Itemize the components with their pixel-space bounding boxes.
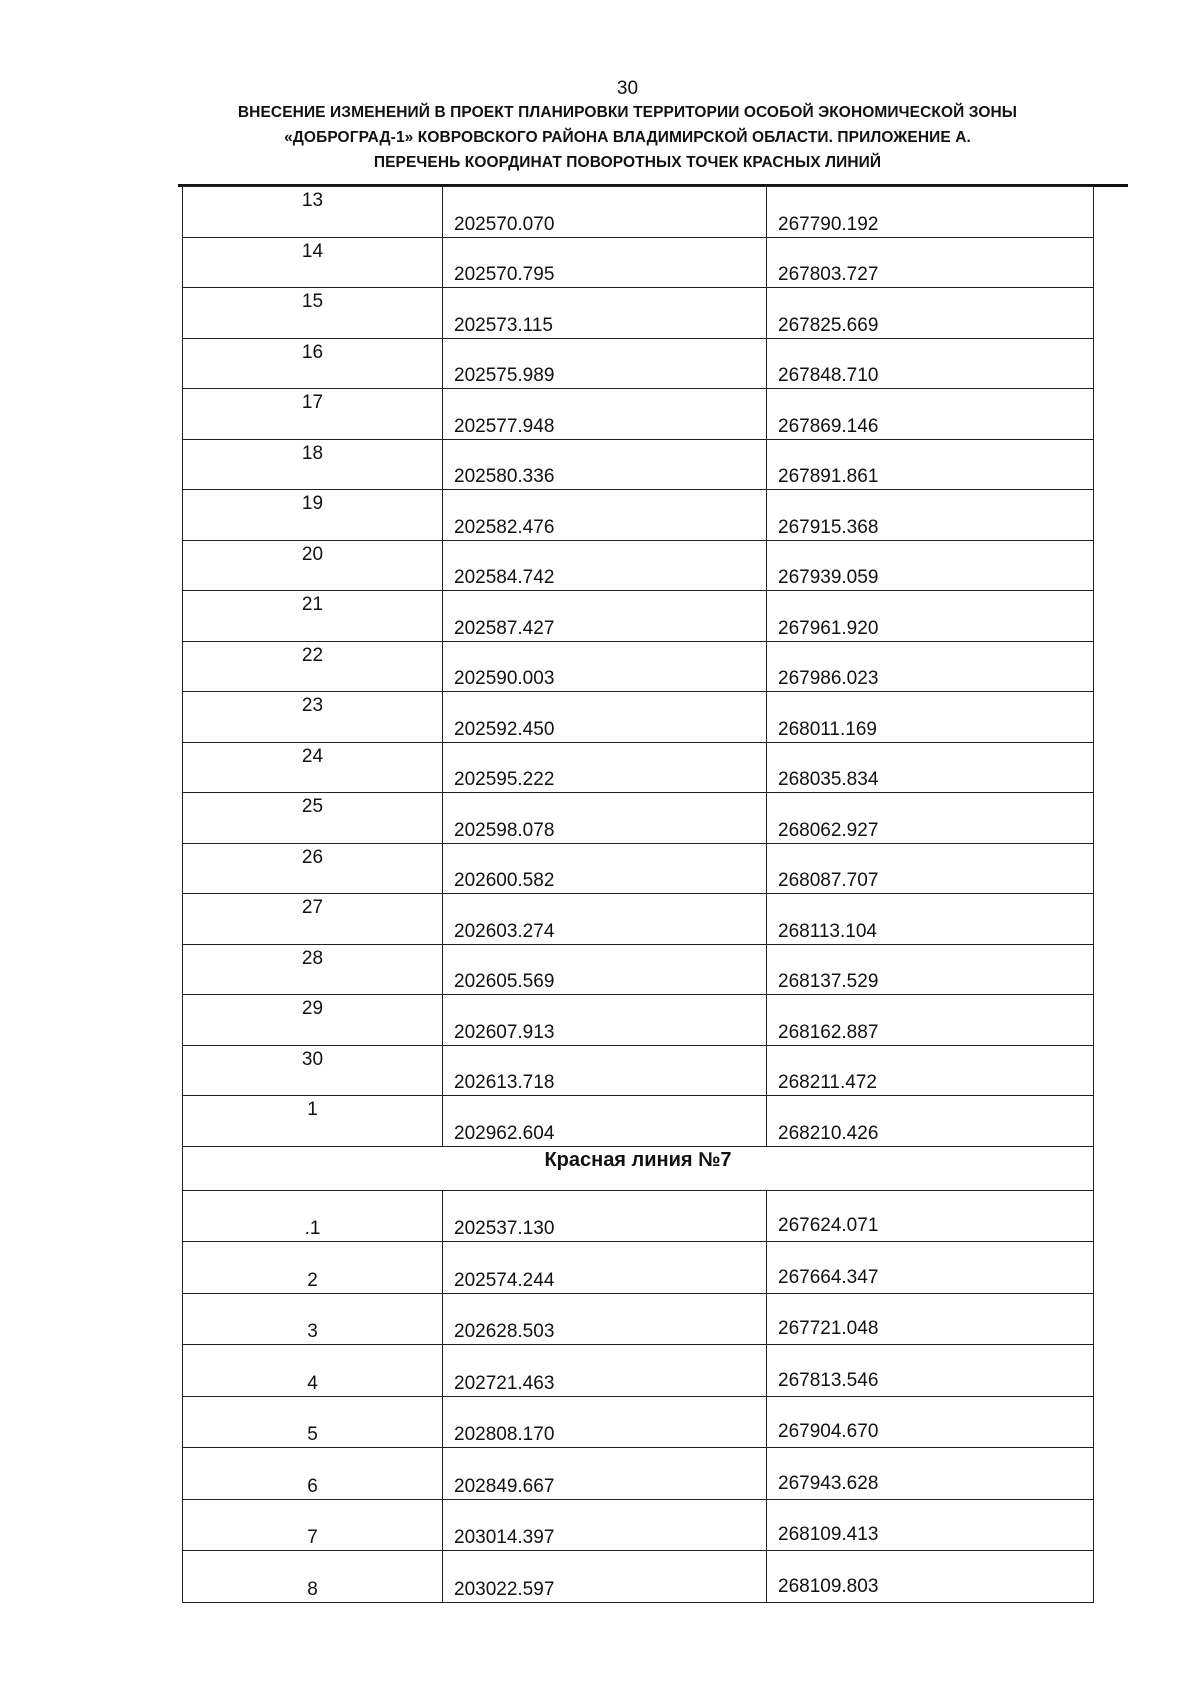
point-number-cell: 28 — [183, 944, 443, 995]
table-row — [183, 187, 1094, 238]
x-coordinate-cell: 202598.078 — [443, 793, 767, 844]
point-number-cell: 3 — [183, 1293, 443, 1345]
y-coordinate-cell: 268137.529 — [767, 944, 1094, 995]
y-coordinate-cell: 267803.727 — [767, 237, 1094, 288]
red-line-7-rows — [183, 1190, 1094, 1602]
y-coordinate-cell: 267961.920 — [767, 591, 1094, 642]
x-coordinate-cell: 202613.718 — [443, 1045, 767, 1096]
x-coordinate-cell: 202582.476 — [443, 490, 767, 541]
y-coordinate-cell: 268113.104 — [767, 894, 1094, 945]
table-row — [183, 591, 1094, 642]
table-row — [183, 540, 1094, 591]
point-number-cell: 23 — [183, 692, 443, 743]
y-coordinate-cell: 267664.347 — [767, 1242, 1094, 1294]
table-row — [183, 1096, 1094, 1147]
x-coordinate-cell: 202592.450 — [443, 692, 767, 743]
x-coordinate-cell: 202570.795 — [443, 237, 767, 288]
point-number-cell: 22 — [183, 641, 443, 692]
table-row — [183, 1396, 1094, 1448]
table-row — [183, 338, 1094, 389]
point-number-cell: 18 — [183, 439, 443, 490]
table-row — [183, 1242, 1094, 1294]
point-number-cell: 4 — [183, 1345, 443, 1397]
x-coordinate-cell: 202580.336 — [443, 439, 767, 490]
table-row — [183, 1190, 1094, 1242]
x-coordinate-cell: 202573.115 — [443, 288, 767, 339]
y-coordinate-cell: 268062.927 — [767, 793, 1094, 844]
section-row — [183, 1146, 1094, 1190]
y-coordinate-cell: 267721.048 — [767, 1293, 1094, 1345]
point-number-cell: 2 — [183, 1242, 443, 1294]
red-line-6-rows — [183, 187, 1094, 1147]
x-coordinate-cell: 202575.989 — [443, 338, 767, 389]
point-number-cell: 16 — [183, 338, 443, 389]
point-number-cell: 7 — [183, 1499, 443, 1551]
x-coordinate-cell: 202721.463 — [443, 1345, 767, 1397]
table-row — [183, 1499, 1094, 1551]
coordinates-table — [182, 186, 1094, 1603]
table-row — [183, 641, 1094, 692]
page-header — [0, 78, 1200, 175]
x-coordinate-cell: 202574.244 — [443, 1242, 767, 1294]
y-coordinate-cell: 268109.803 — [767, 1551, 1094, 1603]
y-coordinate-cell: 268035.834 — [767, 742, 1094, 793]
y-coordinate-cell: 267915.368 — [767, 490, 1094, 541]
y-coordinate-cell: 267869.146 — [767, 389, 1094, 440]
x-coordinate-cell: 203022.597 — [443, 1551, 767, 1603]
point-number-cell: 21 — [183, 591, 443, 642]
y-coordinate-cell: 267825.669 — [767, 288, 1094, 339]
table-row — [183, 439, 1094, 490]
table-row — [183, 490, 1094, 541]
x-coordinate-cell: 202605.569 — [443, 944, 767, 995]
table-row — [183, 843, 1094, 894]
y-coordinate-cell: 268011.169 — [767, 692, 1094, 743]
y-coordinate-cell: 267813.546 — [767, 1345, 1094, 1397]
point-number-cell: 13 — [183, 187, 443, 238]
table-row — [183, 742, 1094, 793]
y-coordinate-cell: 268211.472 — [767, 1045, 1094, 1096]
point-number-cell: 17 — [183, 389, 443, 440]
x-coordinate-cell: 202587.427 — [443, 591, 767, 642]
point-number-cell: 15 — [183, 288, 443, 339]
y-coordinate-cell: 267848.710 — [767, 338, 1094, 389]
point-number-cell: 14 — [183, 237, 443, 288]
table-row — [183, 1345, 1094, 1397]
table-row — [183, 944, 1094, 995]
page-number: 30 — [616, 78, 639, 99]
table-row — [183, 995, 1094, 1046]
table-row — [183, 793, 1094, 844]
section-header — [183, 1146, 1094, 1190]
point-number-cell: 5 — [183, 1396, 443, 1448]
y-coordinate-cell: 268109.413 — [767, 1499, 1094, 1551]
table-row — [183, 894, 1094, 945]
table-row — [183, 237, 1094, 288]
y-coordinate-cell: 267939.059 — [767, 540, 1094, 591]
point-number-cell: 8 — [183, 1551, 443, 1603]
x-coordinate-cell: 202577.948 — [443, 389, 767, 440]
table-row — [183, 1448, 1094, 1500]
document-title-line-3: ПЕРЕЧЕНЬ КООРДИНАТ ПОВОРОТНЫХ ТОЧЕК КРАСНЫХ ЛИНИЙ — [373, 154, 882, 171]
x-coordinate-cell: 202849.667 — [443, 1448, 767, 1500]
x-coordinate-cell: 202628.503 — [443, 1293, 767, 1345]
x-coordinate-cell: 202590.003 — [443, 641, 767, 692]
document-title-line-2: «ДОБРОГРАД-1» КОВРОВСКОГО РАЙОНА ВЛАДИМИРСКОЙ ОБЛАСТИ. ПРИЛОЖЕНИЕ А. — [284, 129, 971, 146]
x-coordinate-cell: 202607.913 — [443, 995, 767, 1046]
y-coordinate-cell: 268210.426 — [767, 1096, 1094, 1147]
table-row — [183, 389, 1094, 440]
y-coordinate-cell: 267891.861 — [767, 439, 1094, 490]
point-number-cell: 19 — [183, 490, 443, 541]
x-coordinate-cell: 202600.582 — [443, 843, 767, 894]
table-row — [183, 1293, 1094, 1345]
point-number-cell: 6 — [183, 1448, 443, 1500]
table-row — [183, 1045, 1094, 1096]
y-coordinate-cell: 267624.071 — [767, 1190, 1094, 1242]
point-number-cell: 25 — [183, 793, 443, 844]
point-number-cell: 29 — [183, 995, 443, 1046]
point-number-cell: 1 — [183, 1096, 443, 1147]
point-number-cell: 30 — [183, 1045, 443, 1096]
table-row — [183, 692, 1094, 743]
y-coordinate-cell: 268087.707 — [767, 843, 1094, 894]
x-coordinate-cell: 202570.070 — [443, 187, 767, 238]
y-coordinate-cell: 267790.192 — [767, 187, 1094, 238]
point-number-cell: 26 — [183, 843, 443, 894]
section-title: Красная линия №7 — [183, 1146, 1094, 1190]
table-row — [183, 288, 1094, 339]
x-coordinate-cell: 202808.170 — [443, 1396, 767, 1448]
x-coordinate-cell: 203014.397 — [443, 1499, 767, 1551]
y-coordinate-cell: 267943.628 — [767, 1448, 1094, 1500]
point-number-cell: 20 — [183, 540, 443, 591]
table-row — [183, 1551, 1094, 1603]
point-number-cell: .1 — [183, 1190, 443, 1242]
x-coordinate-cell: 202595.222 — [443, 742, 767, 793]
x-coordinate-cell: 202603.274 — [443, 894, 767, 945]
document-title-line-1: ВНЕСЕНИЕ ИЗМЕНЕНИЙ В ПРОЕКТ ПЛАНИРОВКИ ТЕРРИТОРИИ ОСОБОЙ ЭКОНОМИЧЕСКОЙ ЗОНЫ — [237, 104, 1018, 121]
x-coordinate-cell: 202537.130 — [443, 1190, 767, 1242]
y-coordinate-cell: 267904.670 — [767, 1396, 1094, 1448]
y-coordinate-cell: 268162.887 — [767, 995, 1094, 1046]
point-number-cell: 24 — [183, 742, 443, 793]
x-coordinate-cell: 202584.742 — [443, 540, 767, 591]
y-coordinate-cell: 267986.023 — [767, 641, 1094, 692]
point-number-cell: 27 — [183, 894, 443, 945]
x-coordinate-cell: 202962.604 — [443, 1096, 767, 1147]
